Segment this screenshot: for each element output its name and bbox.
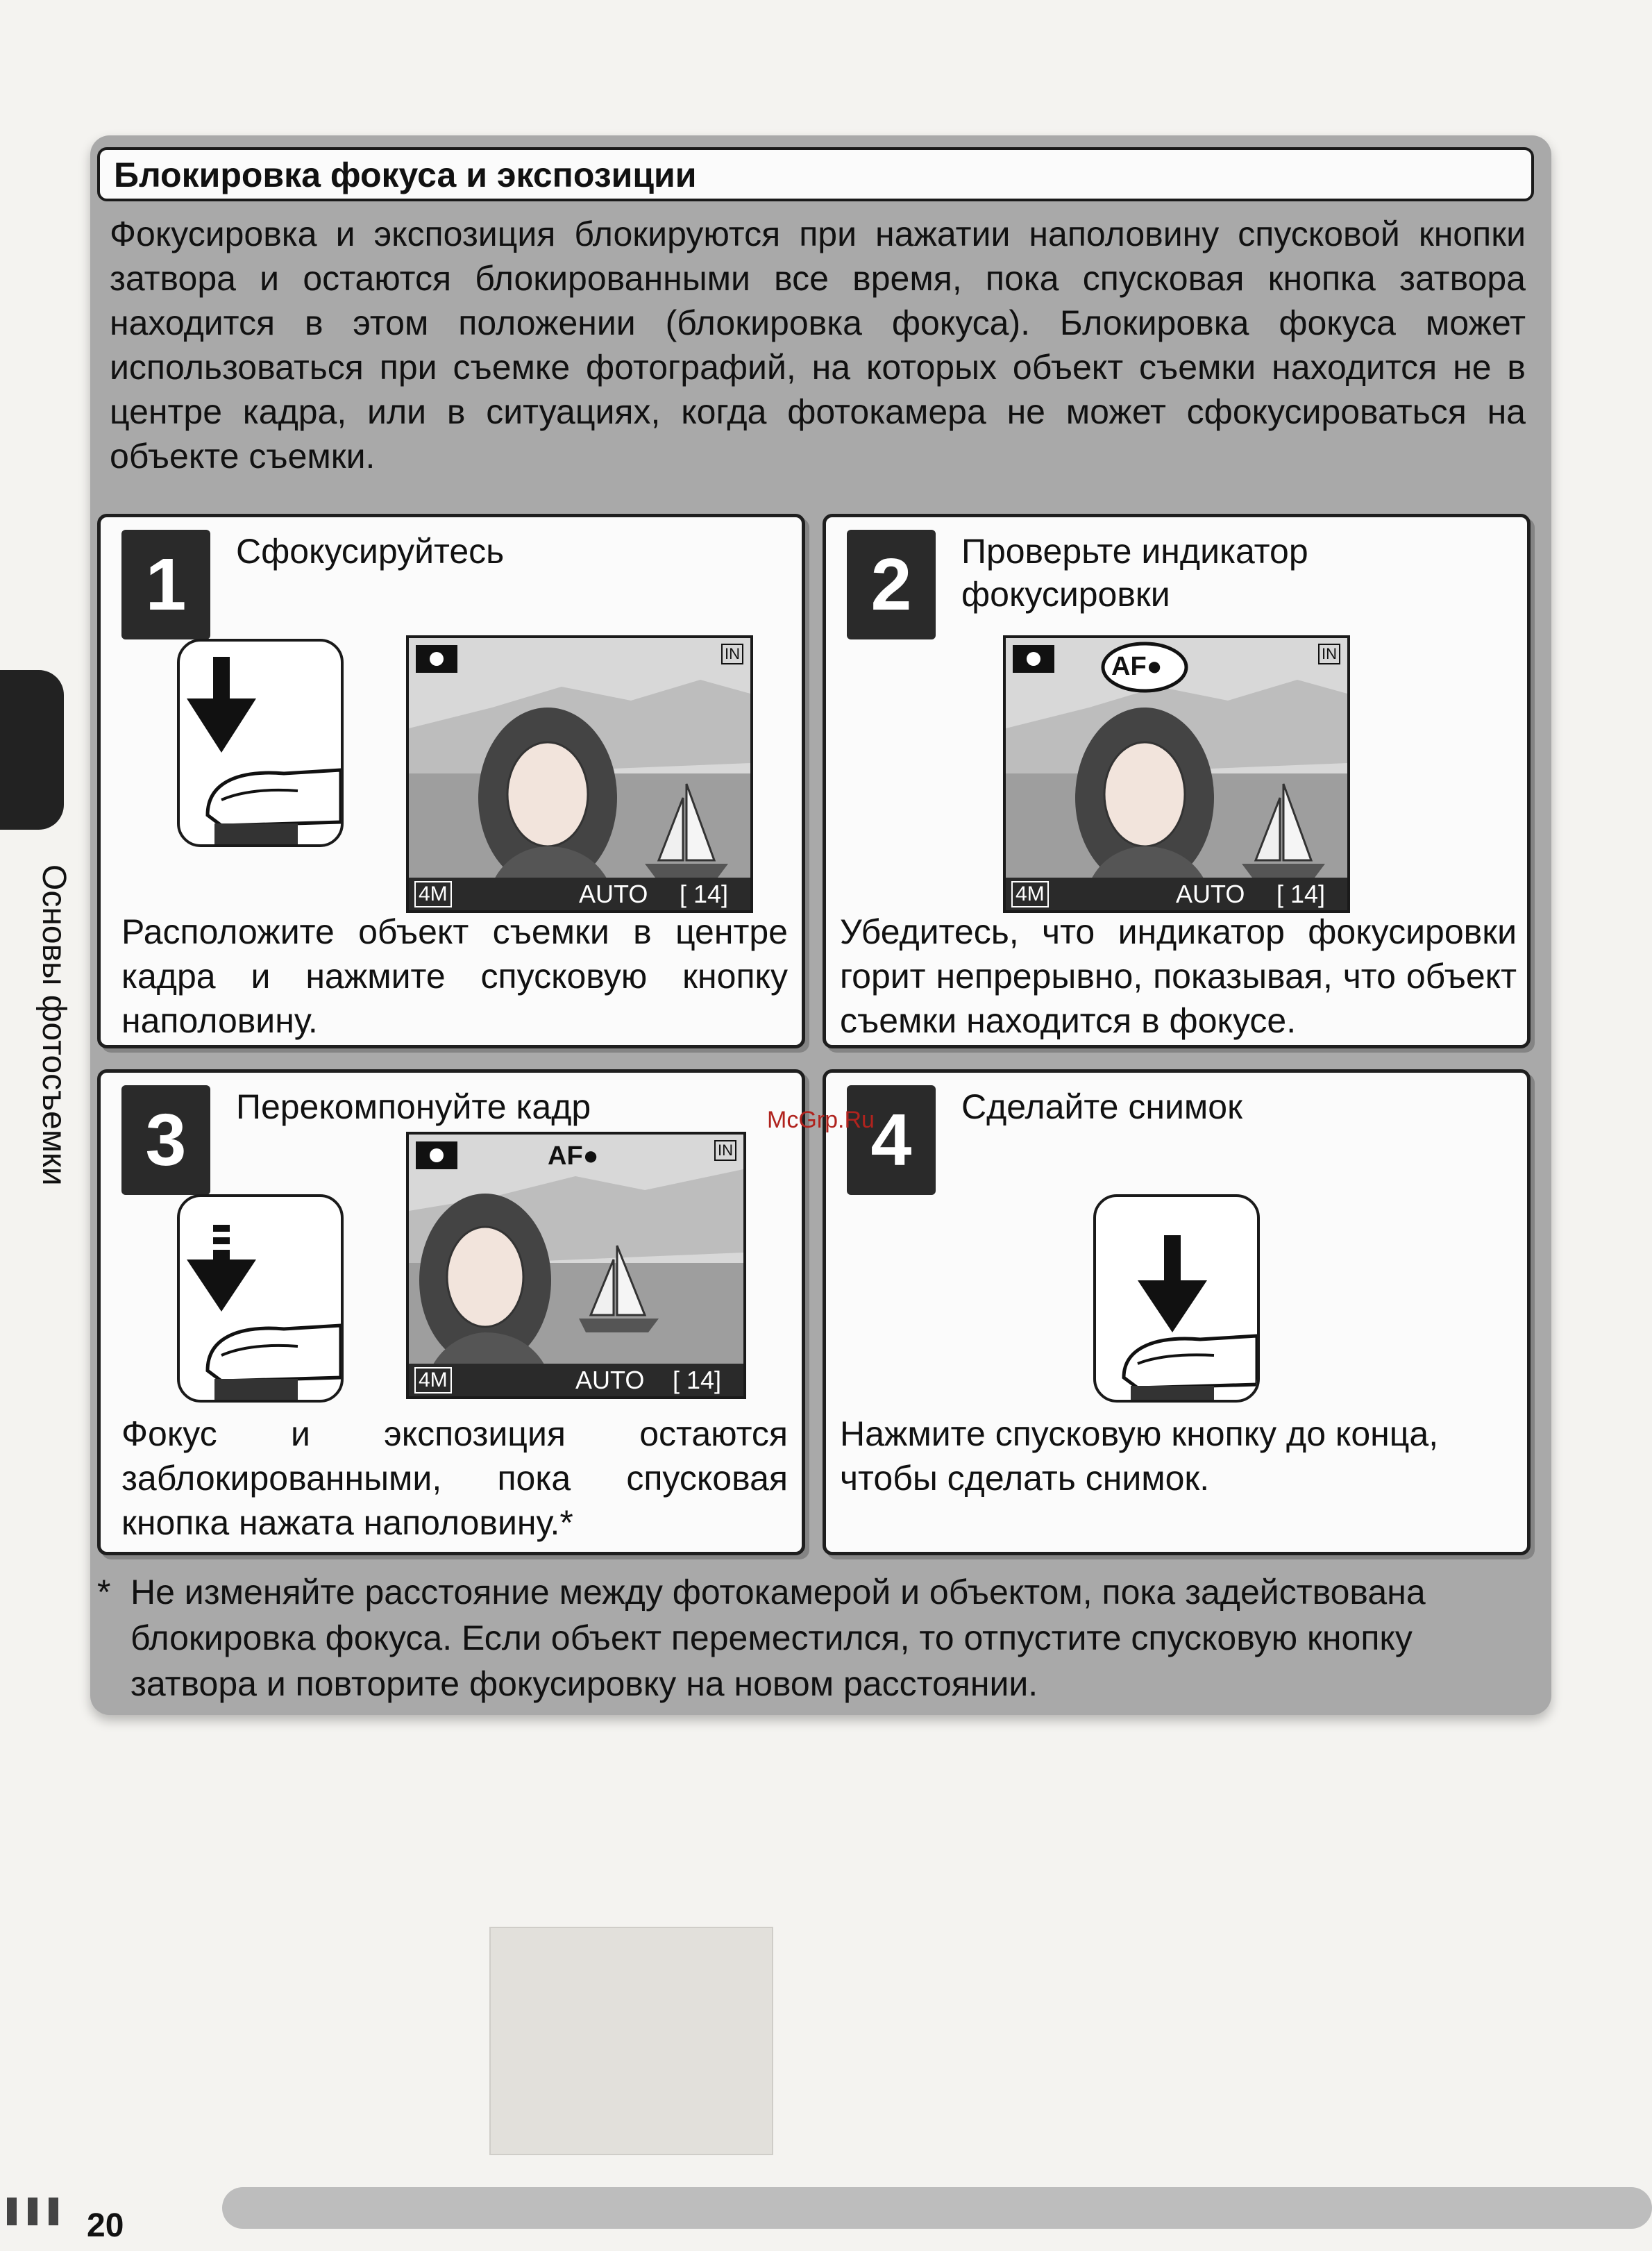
step-title: Проверьте индикатор фокусировки [961,532,1308,614]
step-2-card [823,514,1531,1048]
step-number: 3 [121,1085,210,1195]
step-description: Расположите объект съемки в центре кадра и нажмите спусковую кнопку наполовину. [121,912,788,1040]
shutter-half-press-illustration [177,1194,344,1403]
memory-indicator: IN [714,1140,736,1161]
watermark: McGrp.Ru [767,1107,875,1133]
step-title: Сделайте снимок [961,1087,1242,1126]
step-title: Перекомпонуйте кадр [236,1087,591,1126]
frames-remaining: [ 14] [680,880,729,908]
step-number: 4 [847,1085,936,1195]
intro-paragraph: Фокусировка и экспозиция блокируются при нажатии наполовину спусковой кнопки затвора и остаются блокированными все время, пока спусковая кнопка затвора находится в этом положении (блокировка фокуса). Блокировка фокуса может использоваться при съемке фотографий, на которых объект съемки находится не в центре кадра, или в ситуациях, когда фотокамера не может сфокусироваться на объекте съемки. [110,215,1526,476]
step-1-card [97,514,805,1048]
shutter-half-press-illustration [177,639,344,847]
step-4-card [823,1069,1531,1555]
footnote-text: Не изменяйте расстояние между фотокамерой и объектом, пока задействована блокировка фокуса. Если объект переместился, то отпустите спусковую кнопку затвора и повторите фокусировку на новом расстоянии. [130,1573,1426,1703]
monitor-preview [406,1132,746,1399]
chapter-label [28,864,83,1239]
step-description: Нажмите спусковую кнопку до конца, чтобы сделать снимок. [840,1414,1439,1498]
page-number: 20 [87,2207,124,2244]
image-size-label: 4M [414,881,452,907]
chapter-label-text: Основы фотосъемки [35,864,72,1186]
step-3-card [97,1069,805,1555]
shutter-full-press-illustration [1093,1194,1260,1403]
section-title: Блокировка фокуса и экспозиции [97,147,1534,201]
chapter-tab [0,670,64,830]
af-indicator: AF● [548,1141,599,1171]
frames-remaining: [ 14] [1276,880,1326,908]
af-indicator: AF● [1111,652,1163,681]
step-number: 1 [121,530,210,639]
memory-indicator: IN [1318,644,1340,664]
footnote [97,1569,1541,1707]
step-number: 2 [847,530,936,639]
frames-remaining: [ 14] [673,1366,722,1394]
footer-stripes [0,2198,76,2225]
monitor-preview [406,635,753,913]
footer-band [222,2187,1652,2229]
mode-label: AUTO [575,1366,645,1394]
background-figure [489,1927,773,2155]
footnote-mark: * [97,1573,111,1612]
background-text [97,1722,1555,1768]
mode-label: AUTO [1176,880,1245,908]
step-description: Убедитесь, что индикатор фокусировки горит непрерывно, показывая, что объект съемки находится в фокусе. [840,912,1517,1040]
mode-label: AUTO [579,880,648,908]
monitor-preview [1003,635,1350,913]
memory-indicator: IN [721,644,743,664]
step-description: Фокус и экспозиция остаются заблокированными, пока спусковая кнопка нажата наполовину.* [121,1414,788,1542]
image-size-label: 4M [414,1367,452,1394]
step-title: Сфокусируйтесь [236,532,505,571]
image-size-label: 4M [1011,881,1049,907]
